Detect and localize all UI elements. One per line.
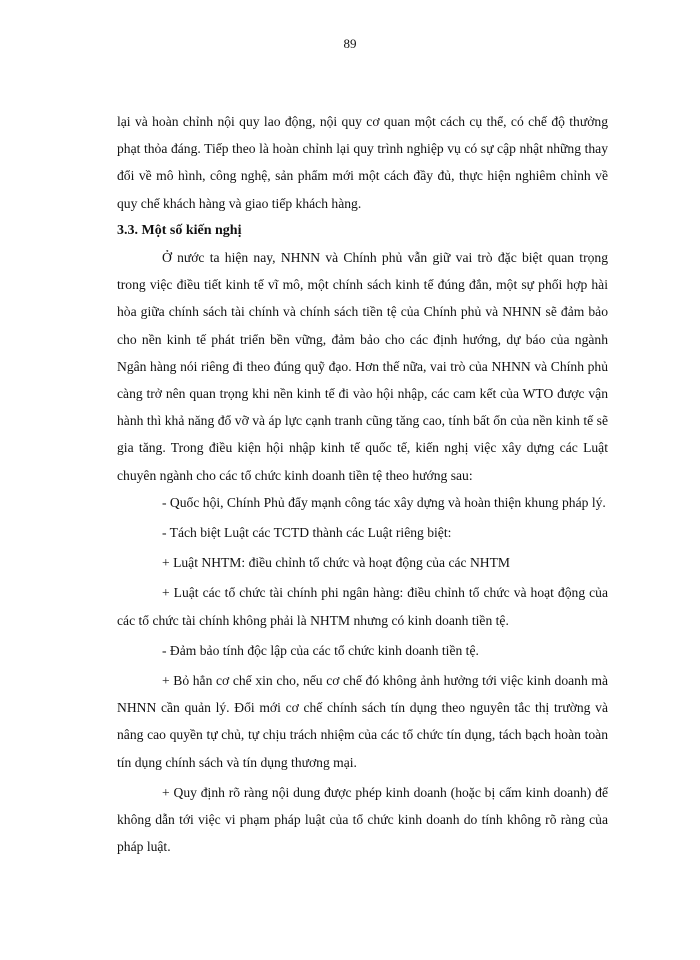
document-body (117, 108, 608, 860)
paragraph-intro: lại và hoàn chỉnh nội quy lao động, nội quy cơ quan một cách cụ thể, có chế độ thưởng phạt thỏa đáng. Tiếp theo là hoàn chỉnh lại quy trình nghiệp vụ có sự cập nhật những thay đổi về mô hình, công nghệ, sản phẩm mới một cách đầy đủ, thực hiện nghiêm chỉnh về quy chế khách hàng và giao tiếp khách hàng. (117, 114, 608, 211)
section-heading: 3.3. Một số kiến nghị (117, 222, 242, 238)
list-item-clear-regulation: + Quy định rõ ràng nội dung được phép kinh doanh (hoặc bị cấm kinh doanh) để không dẫn tới việc vi phạm pháp luật của tổ chức kinh doanh do tính không rõ ràng của pháp luật. (117, 784, 608, 855)
paragraph-context: Ở nước ta hiện nay, NHNN và Chính phủ vẫn giữ vai trò đặc biệt quan trọng trong việc điều tiết kinh tế vĩ mô, một chính sách kinh tế đúng đắn, một sự phối hợp hài hòa giữa chính sách tài chính và chính sách tiền tệ của Chính phủ và NHNN sẽ đảm bảo cho nền kinh tế phát triển bền vững, đảm bảo cho các định hướng, dự báo của ngành Ngân hàng nói riêng đi theo đúng quỹ đạo. Hơn thế nữa, vai trò của NHNN và Chính phủ càng trở nên quan trọng khi nền kinh tế đi vào hội nhập, các cam kết của WTO được vận hành thì khả năng đổ vỡ và áp lực cạnh tranh cũng tăng cao, tính bất ổn của nền kinh tế sẽ gia tăng. Trong điều kiện hội nhập kinh tế quốc tế, kiến nghị việc xây dựng các Luật chuyên ngành cho các tổ chức kinh doanh tiền tệ theo hướng sau: (117, 250, 608, 483)
list-item-independence: - Đảm bảo tính độc lập của các tổ chức kinh doanh tiền tệ. (162, 642, 479, 658)
page-number: 89 (343, 36, 357, 51)
list-item-separate-laws: - Tách biệt Luật các TCTD thành các Luật riêng biệt: (162, 525, 452, 541)
list-item-abolish-mechanism: + Bỏ hẳn cơ chế xin cho, nếu cơ chế đó không ảnh hưởng tới việc kinh doanh mà NHNN cần quản lý. Đổi mới cơ chế chính sách tín dụng theo nguyên tắc thị trường và nâng cao quyền tự chủ, tự chịu trách nhiệm của các tổ chức tín dụng, tách bạch hoàn toàn tín dụng chính sách và tín dụng thương mại. (117, 673, 608, 770)
list-item-commercial-bank-law: + Luật NHTM: điều chỉnh tổ chức và hoạt động của các NHTM (162, 555, 510, 571)
list-item-legal-framework: - Quốc hội, Chính Phủ đẩy mạnh công tác xây dựng và hoàn thiện khung pháp lý. (162, 494, 606, 510)
list-item-non-bank-law: + Luật các tổ chức tài chính phi ngân hàng: điều chỉnh tổ chức và hoạt động của các tổ chức tài chính không phải là NHTM nhưng có kinh doanh tiền tệ. (117, 585, 608, 628)
